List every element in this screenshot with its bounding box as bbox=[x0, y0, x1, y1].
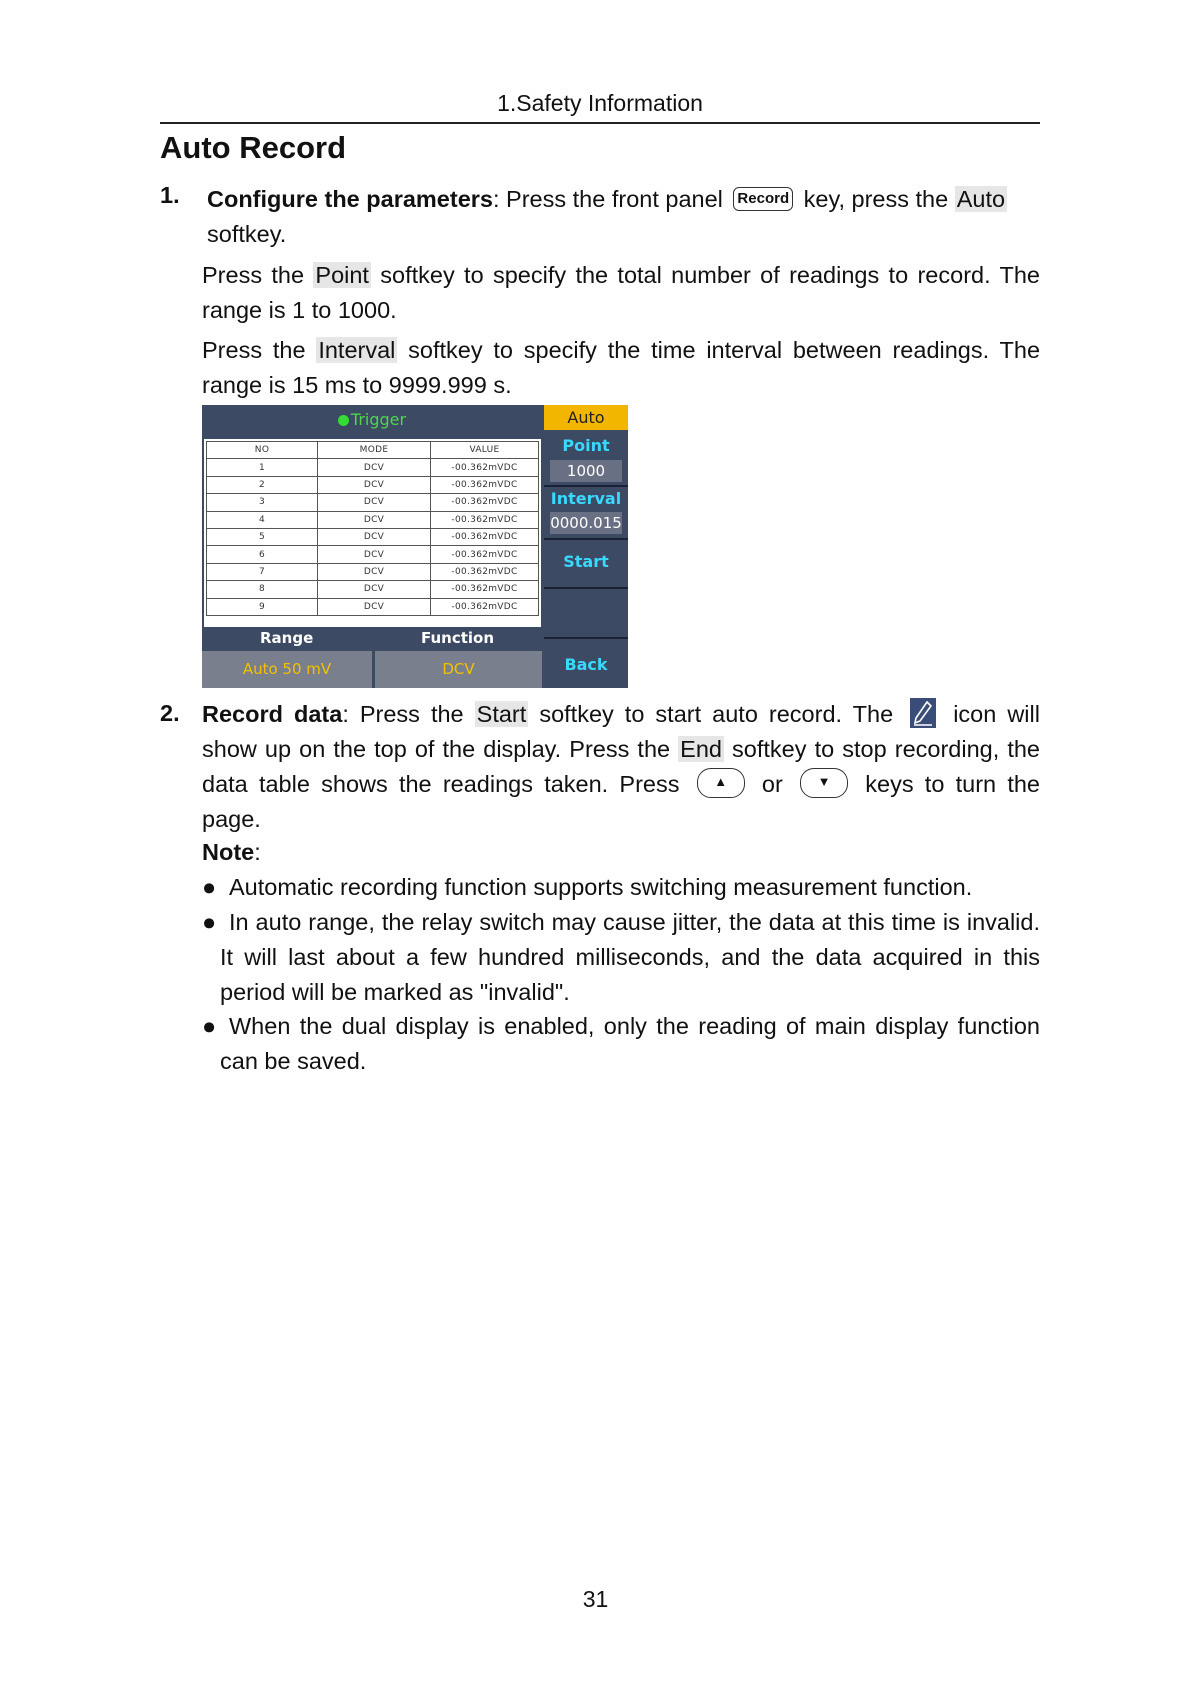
step-2-lead: Record data bbox=[202, 701, 343, 727]
recording-pencil-icon bbox=[910, 698, 936, 728]
step-1-interval-paragraph bbox=[202, 333, 1040, 403]
softkey-divider bbox=[544, 485, 628, 487]
table-row bbox=[207, 581, 539, 598]
cell-mode: DCV bbox=[318, 528, 431, 545]
table-row bbox=[207, 459, 539, 476]
table-row bbox=[207, 546, 539, 563]
record-table bbox=[206, 441, 539, 616]
softkey-interval[interactable]: Interval bbox=[550, 489, 622, 508]
start-softkey-ref: Start bbox=[476, 701, 527, 727]
col-mode: MODE bbox=[318, 442, 431, 459]
bullet-icon: ● bbox=[202, 874, 217, 900]
table-header-row bbox=[207, 442, 539, 459]
col-no: NO bbox=[207, 442, 318, 459]
cell-no: 2 bbox=[207, 476, 318, 493]
trigger-status bbox=[202, 405, 542, 435]
step-2-paragraph bbox=[202, 697, 1040, 837]
up-arrow-glyph: ▲ bbox=[714, 773, 728, 789]
header-rule bbox=[160, 122, 1040, 124]
note-colon: : bbox=[254, 839, 261, 865]
auto-softkey-ref: Auto bbox=[956, 186, 1006, 212]
cell-value: -00.362mVDC bbox=[431, 528, 539, 545]
step-1-lead: Configure the parameters bbox=[207, 186, 493, 212]
note-bullet-3: When the dual display is enabled, only the reading of main display function can be saved. bbox=[220, 1013, 1040, 1074]
cell-mode: DCV bbox=[318, 459, 431, 476]
note-label: Note bbox=[202, 839, 255, 865]
bullet-icon: ● bbox=[202, 1013, 217, 1039]
interval-text: Press the bbox=[202, 337, 317, 363]
cell-value: -00.362mVDC bbox=[431, 494, 539, 511]
cell-no: 7 bbox=[207, 563, 318, 580]
step-2-text-6: keys to turn the page. bbox=[202, 771, 1040, 832]
trigger-label: Trigger bbox=[350, 410, 407, 429]
down-arrow-key-icon bbox=[800, 768, 848, 798]
step-1-number: 1. bbox=[160, 182, 180, 208]
step-2-text-2: softkey to start auto record. The bbox=[528, 701, 905, 727]
step-1-paragraph bbox=[207, 182, 1040, 252]
running-header: 1.Safety Information bbox=[497, 90, 703, 116]
cell-mode: DCV bbox=[318, 581, 431, 598]
cell-mode: DCV bbox=[318, 598, 431, 615]
step-2-text-4: softkey to stop recording, the data table shows the readings taken. Press bbox=[202, 736, 1040, 797]
step-2-text: : Press the bbox=[342, 701, 475, 727]
cell-no: 5 bbox=[207, 528, 318, 545]
end-softkey-ref: End bbox=[680, 736, 722, 762]
cell-value: -00.362mVDC bbox=[431, 581, 539, 598]
trigger-dot-icon bbox=[338, 415, 349, 426]
table-row bbox=[207, 563, 539, 580]
table-row bbox=[207, 494, 539, 511]
function-value: DCV bbox=[375, 651, 542, 688]
cell-mode: DCV bbox=[318, 511, 431, 528]
cell-no: 4 bbox=[207, 511, 318, 528]
softkey-panel bbox=[544, 405, 628, 688]
range-label: Range bbox=[260, 629, 314, 647]
step-1-point-paragraph bbox=[202, 258, 1040, 328]
interval-text-2: softkey to specify the time interval between readings. The range is 15 ms to 9999.999 s. bbox=[202, 337, 1041, 398]
cell-mode: DCV bbox=[318, 563, 431, 580]
cell-value: -00.362mVDC bbox=[431, 459, 539, 476]
note-bullet-1: Automatic recording function supports switching measurement function. bbox=[229, 874, 973, 900]
record-key-icon: Record bbox=[733, 187, 793, 211]
softkey-divider bbox=[544, 587, 628, 589]
table-row bbox=[207, 598, 539, 615]
softkey-auto[interactable]: Auto bbox=[544, 405, 628, 430]
range-value: Auto 50 mV bbox=[202, 651, 372, 688]
note-heading bbox=[202, 835, 1040, 870]
page-number: 31 bbox=[582, 1586, 609, 1612]
interval-value: 0000.015 bbox=[550, 514, 622, 532]
cell-value: -00.362mVDC bbox=[431, 546, 539, 563]
section-title: Auto Record bbox=[160, 130, 346, 165]
softkey-back[interactable]: Back bbox=[564, 655, 608, 674]
cell-no: 3 bbox=[207, 494, 318, 511]
table-row bbox=[207, 476, 539, 493]
step-1-text-2: key, press the bbox=[797, 186, 955, 212]
cell-mode: DCV bbox=[318, 476, 431, 493]
cell-mode: DCV bbox=[318, 546, 431, 563]
softkey-point[interactable]: Point bbox=[562, 436, 610, 455]
step-2-text-3: icon will show up on the top of the display. Press the bbox=[202, 701, 1040, 762]
softkey-start[interactable]: Start bbox=[563, 552, 609, 571]
step-1-text: : Press the front panel bbox=[492, 186, 730, 212]
status-values bbox=[202, 651, 542, 688]
softkey-divider bbox=[544, 538, 628, 540]
cell-value: -00.362mVDC bbox=[431, 511, 539, 528]
point-text-2: softkey to specify the total number of readings to record. The range is 1 to 1000. bbox=[202, 262, 1041, 323]
status-labels bbox=[202, 627, 542, 651]
up-arrow-key-icon bbox=[697, 768, 745, 798]
step-1-text-3: softkey. bbox=[207, 221, 287, 247]
note-bullet-2: In auto range, the relay switch may cause jitter, the data at this time is invalid. It will last about a few hundred milliseconds, and the data acquired in this period will be marked as "invalid". bbox=[220, 909, 1040, 1005]
cell-mode: DCV bbox=[318, 494, 431, 511]
table-row bbox=[207, 511, 539, 528]
interval-softkey-ref: Interval bbox=[318, 337, 396, 363]
bullet-icon: ● bbox=[202, 909, 217, 935]
softkey-divider bbox=[544, 637, 628, 639]
step-2-text-5: or bbox=[750, 771, 795, 797]
point-softkey-ref: Point bbox=[315, 262, 369, 288]
instrument-screenshot bbox=[202, 405, 628, 688]
down-arrow-glyph: ▼ bbox=[817, 773, 831, 789]
record-table-frame bbox=[204, 439, 541, 627]
cell-value: -00.362mVDC bbox=[431, 563, 539, 580]
cell-value: -00.362mVDC bbox=[431, 476, 539, 493]
cell-no: 1 bbox=[207, 459, 318, 476]
col-value: VALUE bbox=[431, 442, 539, 459]
point-value: 1000 bbox=[550, 460, 622, 482]
point-text: Press the bbox=[202, 262, 314, 288]
cell-no: 8 bbox=[207, 581, 318, 598]
cell-no: 9 bbox=[207, 598, 318, 615]
function-label: Function bbox=[421, 629, 495, 647]
step-2-number: 2. bbox=[160, 700, 180, 726]
cell-value: -00.362mVDC bbox=[431, 598, 539, 615]
table-row bbox=[207, 528, 539, 545]
cell-no: 6 bbox=[207, 546, 318, 563]
